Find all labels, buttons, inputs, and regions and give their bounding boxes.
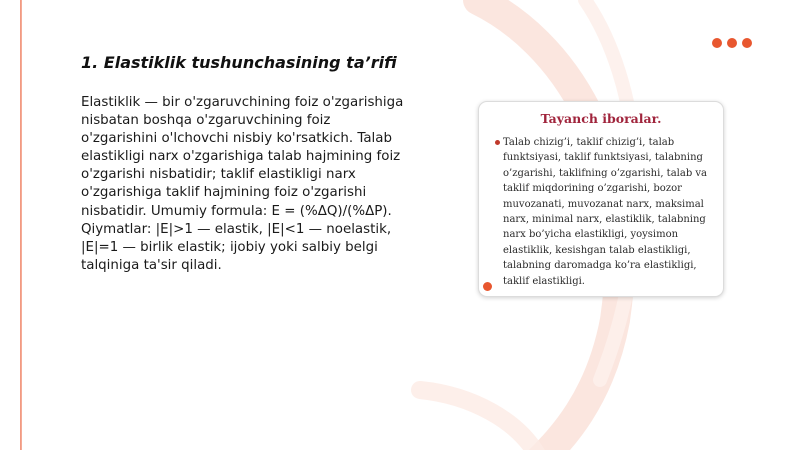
key-terms-card xyxy=(478,101,724,297)
corner-dot-icon xyxy=(483,282,492,291)
slide-title: 1. Elastiklik tushunchasining ta’rifi xyxy=(81,53,397,72)
key-terms-text: Talab chizig’i, taklif chizig’i, talab funktsiyasi, taklif funktsiyasi, talabning o’zgarishi, taklifning o’zgarishi, talab va taklif miqdorining o’zgarishi, bozor muvozanati, muvozanat narx, maksimal narx, minimal narx, elastiklik, talabning narx bo’yicha elastikligi, yoysimon elastiklik, kesishgan talab elastikligi, talabning daromadga ko’ra elastikligi, taklif elastikligi. xyxy=(503,137,708,287)
dot-icon xyxy=(712,38,722,48)
key-terms-title: Tayanch iboralar. xyxy=(540,111,662,126)
menu-dots-decoration xyxy=(712,38,752,48)
left-accent-line xyxy=(20,0,22,450)
definition-paragraph: Elastiklik — bir o'zgaruvchining foiz o'zgarishiga nisbatan boshqa o'zgaruvchining foiz o'zgarishini o'lchovchi nisbiy ko'rsatkich. Talab elastikligi narx o'zgarishiga talab hajmining foiz o'zgarishi nisbatidir; taklif elastikligi narx o'zgarishiga taklif hajmining foiz o'zgarishi nisbatidir. Umumiy formula: E = (%ΔQ)/(%ΔP). Qiymatlar: |E|>1 — elastik, |E|<1 — noelastik, |E|=1 — birlik elastik; ijobiy yoki salbiy belgi talqiniga ta'sir qiladi. xyxy=(81,95,404,273)
dot-icon xyxy=(727,38,737,48)
dot-icon xyxy=(742,38,752,48)
bullet-icon xyxy=(495,140,500,145)
